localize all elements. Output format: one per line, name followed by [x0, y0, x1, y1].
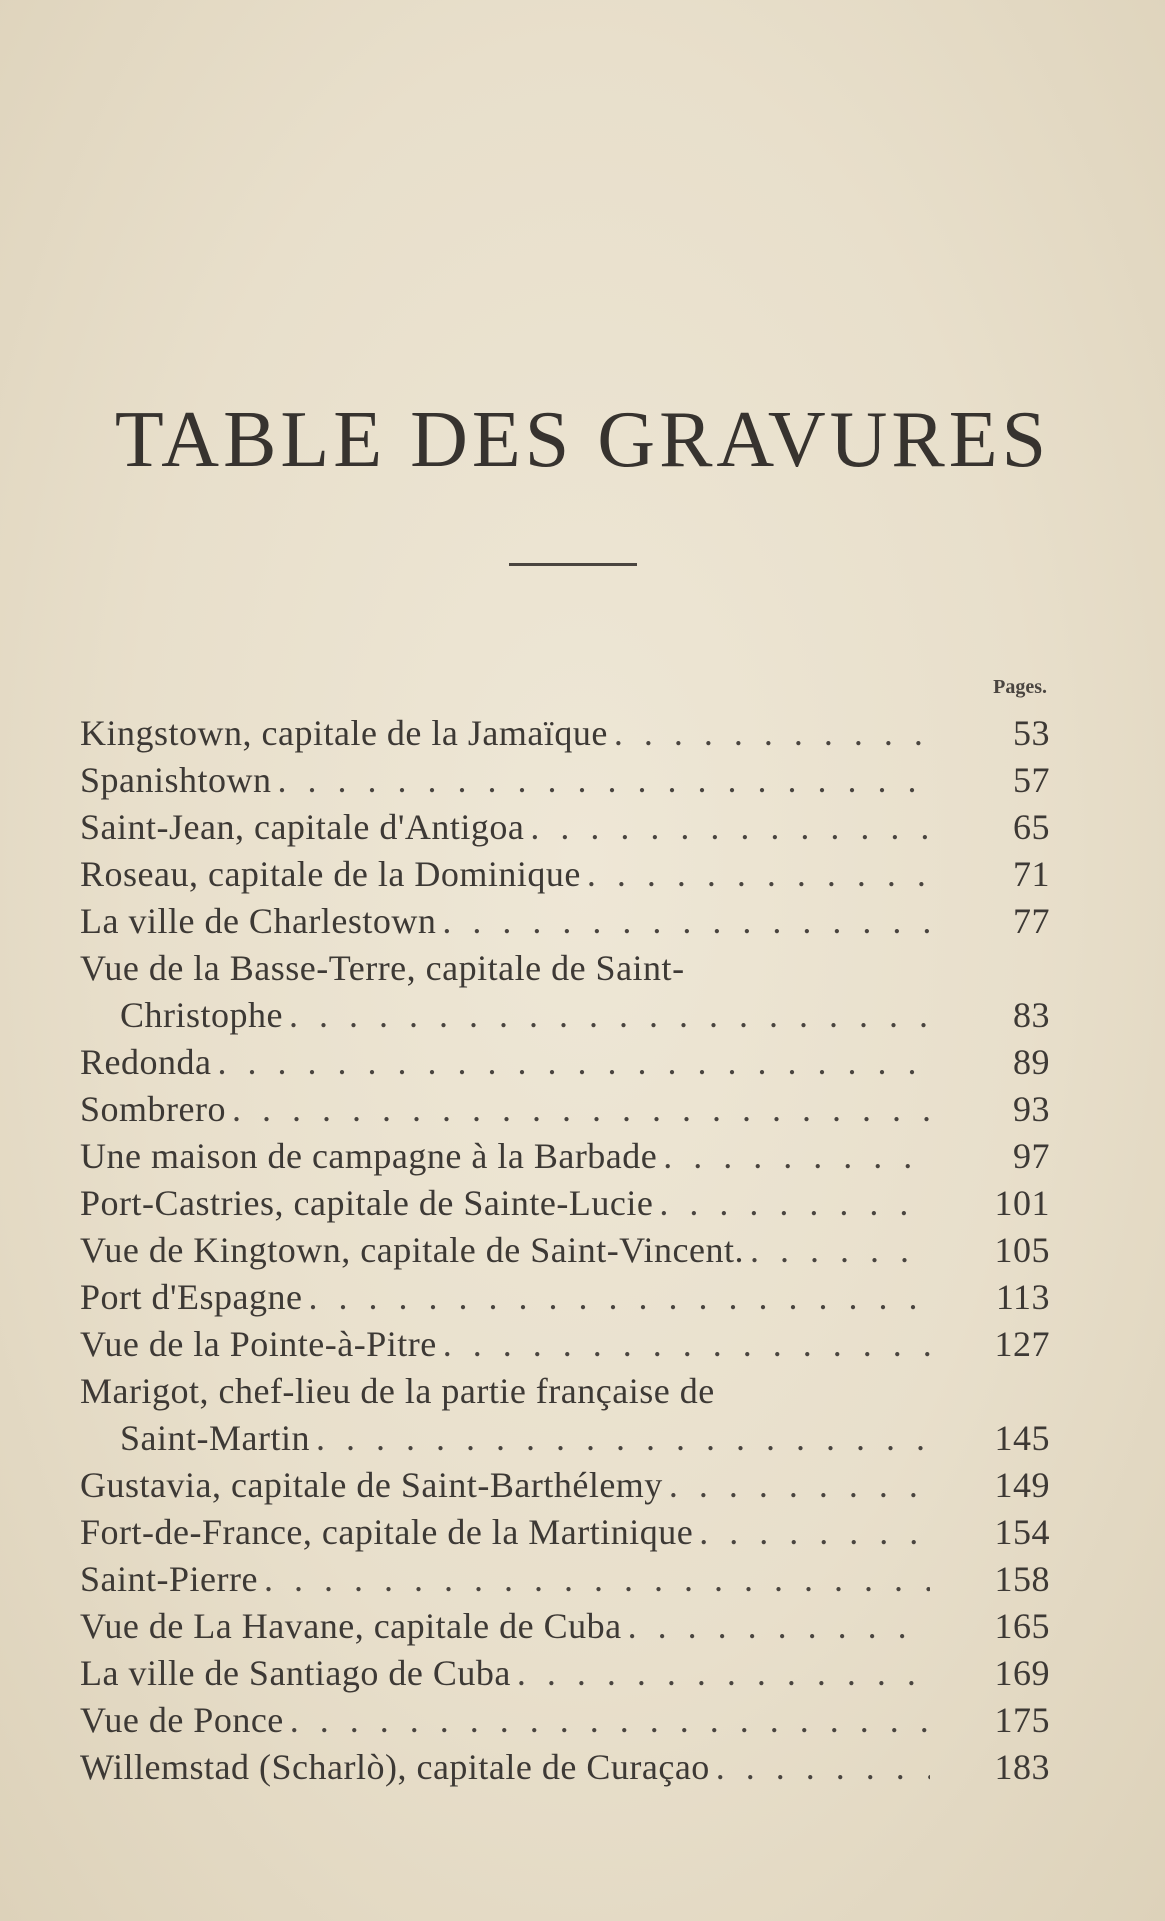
dot-leader: [653, 1180, 930, 1227]
dot-leader: [436, 898, 930, 945]
entry-title: Redonda: [80, 1042, 212, 1082]
toc-entry: [80, 1180, 1050, 1227]
entry-title: Fort-de-France, capitale de la Martinique: [80, 1512, 694, 1552]
table-of-engravings: [80, 710, 1050, 1791]
toc-entry: [80, 1227, 1050, 1274]
entry-title: Port d'Espagne: [80, 1277, 303, 1317]
entry-page: 113: [995, 1277, 1050, 1317]
entry-title: Sombrero: [80, 1089, 226, 1129]
entry-page: 71: [1013, 854, 1050, 894]
entry-title: Saint-Pierre: [80, 1559, 258, 1599]
entry-title-continued: Saint-Martin: [120, 1418, 310, 1458]
entry-page: 145: [994, 1418, 1050, 1458]
toc-entry: [80, 1274, 1050, 1321]
dot-leader: [622, 1603, 930, 1650]
dot-leader: [710, 1744, 930, 1791]
entry-title: Vue de Ponce: [80, 1700, 284, 1740]
toc-entry: [80, 1603, 1050, 1650]
entry-title: Roseau, capitale de la Dominique: [80, 854, 581, 894]
dot-leader: [226, 1086, 930, 1133]
toc-entry: [80, 1321, 1050, 1368]
entry-title: Port-Castries, capitale de Sainte-Lucie: [80, 1183, 654, 1223]
page-title: TABLE DES GRAVURES: [114, 396, 1051, 484]
dot-leader: [258, 1556, 930, 1603]
toc-entry: [80, 1133, 1050, 1180]
toc-entry: [80, 1368, 1050, 1462]
dot-leader: [581, 851, 930, 898]
dot-leader: [283, 992, 930, 1039]
dot-leader: [211, 1039, 930, 1086]
entry-page: 127: [994, 1324, 1050, 1364]
entry-page: 83: [1013, 995, 1050, 1035]
entry-title: Vue de Kingtown, capitale de Saint-Vincent.: [80, 1230, 744, 1270]
entry-page: 158: [994, 1559, 1050, 1599]
toc-entry: [80, 851, 1050, 898]
entry-title: Willemstad (Scharlò), capitale de Curaçao: [80, 1747, 710, 1787]
toc-entry: [80, 804, 1050, 851]
entry-title: Vue de la Pointe-à-Pitre: [80, 1324, 437, 1364]
entry-title: Kingstown, capitale de la Jamaïque: [80, 713, 608, 753]
entry-page: 93: [1013, 1089, 1050, 1129]
entry-page: 57: [1013, 760, 1050, 800]
dot-leader: [663, 1462, 930, 1509]
entry-title: Spanishtown: [80, 760, 272, 800]
title-rule: [509, 563, 637, 566]
entry-page: 65: [1013, 807, 1050, 847]
dot-leader: [693, 1509, 930, 1556]
entry-page: 53: [1013, 713, 1050, 753]
dot-leader: [657, 1133, 930, 1180]
pages-column-header: Pages.: [993, 676, 1047, 698]
toc-entry: [80, 945, 1050, 1039]
toc-entry: [80, 1744, 1050, 1791]
toc-entry: [80, 898, 1050, 945]
dot-leader: [524, 804, 930, 851]
entry-title: Gustavia, capitale de Saint-Barthélemy: [80, 1465, 663, 1505]
entry-page: 89: [1013, 1042, 1050, 1082]
entry-page: 149: [994, 1465, 1050, 1505]
dot-leader: [437, 1321, 930, 1368]
entry-page: 175: [994, 1700, 1050, 1740]
entry-page: 97: [1013, 1136, 1050, 1176]
entry-title-continued: Christophe: [120, 995, 283, 1035]
entry-page: 169: [994, 1653, 1050, 1693]
entry-title: La ville de Santiago de Cuba: [80, 1653, 511, 1693]
toc-entry: [80, 1556, 1050, 1603]
entry-page: 105: [994, 1230, 1050, 1270]
entry-title: La ville de Charlestown: [80, 901, 437, 941]
toc-entry: [80, 1086, 1050, 1133]
dot-leader: [511, 1650, 930, 1697]
toc-entry: [80, 1697, 1050, 1744]
toc-entry: [80, 710, 1050, 757]
entry-title: Vue de la Basse-Terre, capitale de Saint-: [80, 948, 685, 988]
entry-page: 77: [1013, 901, 1050, 941]
entry-page: 165: [994, 1606, 1050, 1646]
toc-entry: [80, 1650, 1050, 1697]
dot-leader: [744, 1227, 930, 1274]
entry-title: Vue de La Havane, capitale de Cuba: [80, 1606, 622, 1646]
entry-title: Saint-Jean, capitale d'Antigoa: [80, 807, 525, 847]
entry-page: 183: [994, 1747, 1050, 1787]
dot-leader: [284, 1697, 930, 1744]
entry-page: 154: [994, 1512, 1050, 1552]
entry-title: Marigot, chef-lieu de la partie française de: [80, 1371, 715, 1411]
toc-entry: [80, 757, 1050, 804]
dot-leader: [310, 1415, 930, 1462]
toc-entry: [80, 1039, 1050, 1086]
dot-leader: [302, 1274, 930, 1321]
toc-entry: [80, 1462, 1050, 1509]
dot-leader: [272, 757, 930, 804]
entry-page: 101: [994, 1183, 1050, 1223]
entry-title: Une maison de campagne à la Barbade: [80, 1136, 658, 1176]
dot-leader: [608, 710, 930, 757]
toc-entry: [80, 1509, 1050, 1556]
